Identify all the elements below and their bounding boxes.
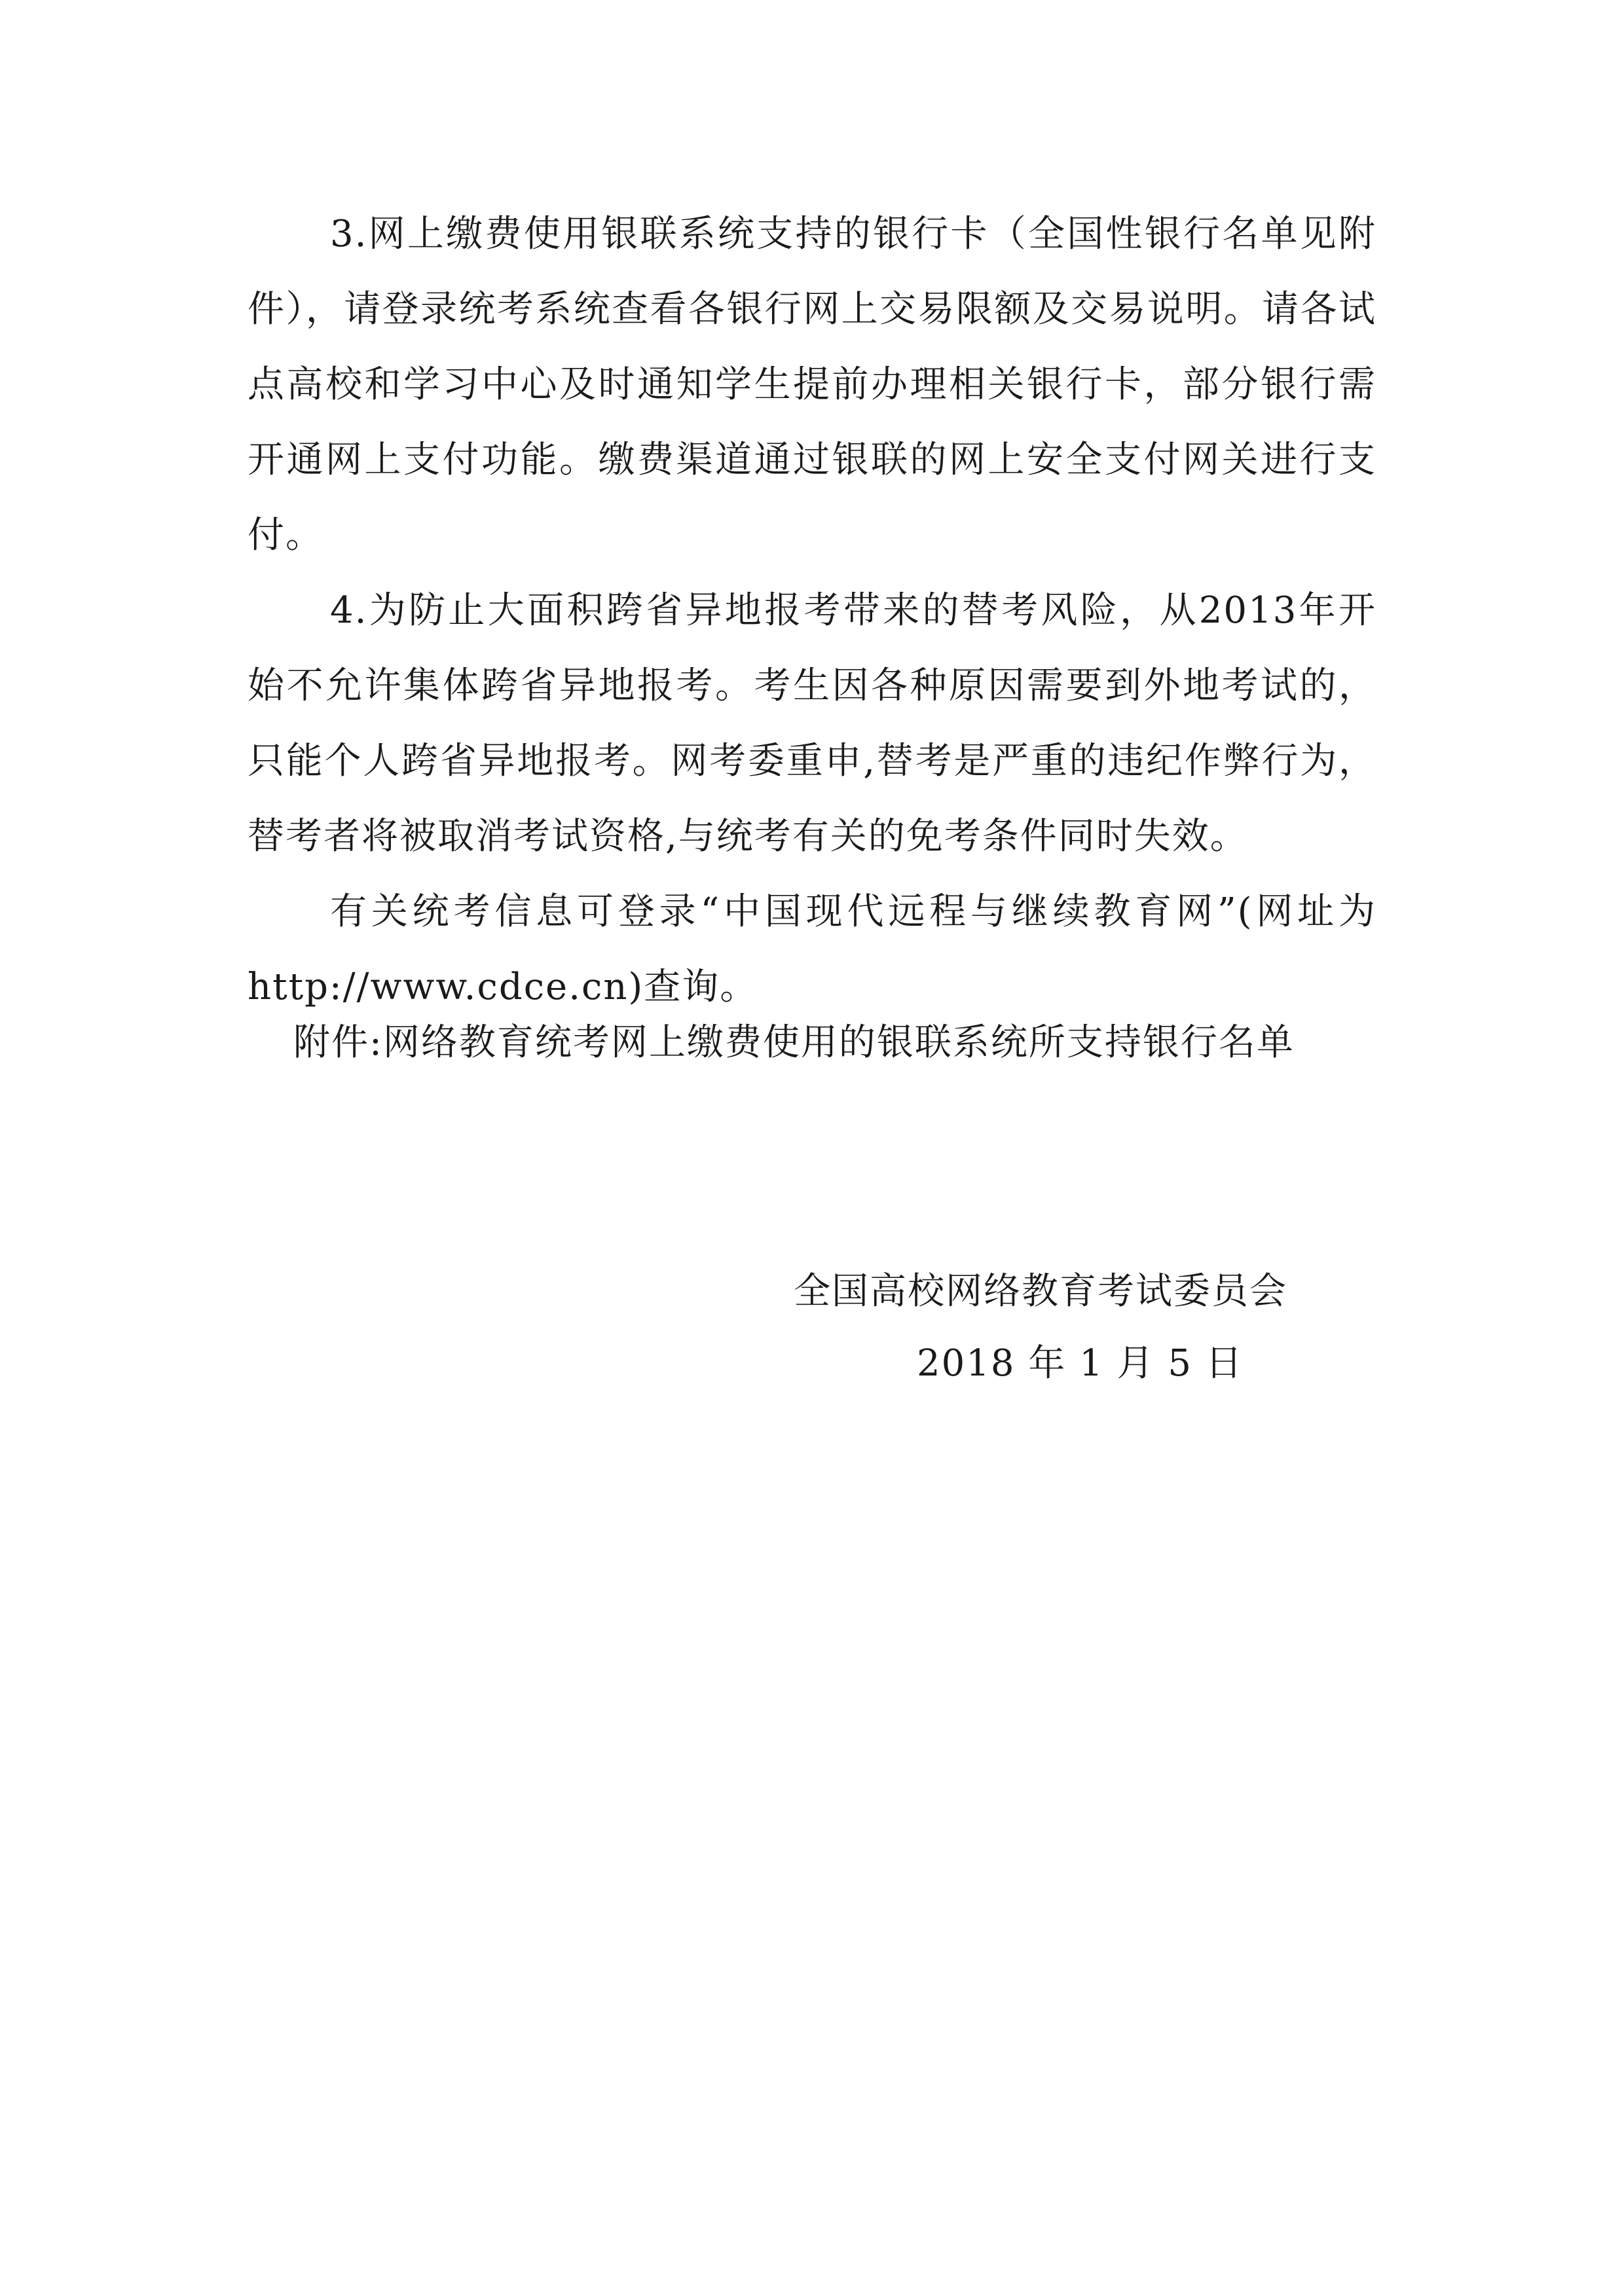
signature-organization: 全国高校网络教育考试委员会 xyxy=(794,1270,1287,1313)
attachment-note: 附件:网络教育统考网上缴费使用的银联系统所支持银行名单 xyxy=(293,1021,1295,1064)
signature-date: 2018 年 1 月 5 日 xyxy=(917,1342,1244,1385)
paragraph-info-website: 有关统考信息可登录“中国现代远程与继续教育网”(网址为 http://www.cdce.cn)查询。 xyxy=(248,890,1376,1008)
paragraph-payment-method: 3.网上缴费使用银联系统支持的银行卡（全国性银行名单见附件），请登录统考系统查看各银行网上交易限额及交易说明。请各试点高校和学习中心及时通知学生提前办理相关银行卡，部分银行需开通网上支付功能。缴费渠道通过银联的网上安全支付网关进行支付。 xyxy=(248,213,1376,556)
paragraph-cross-province-policy: 4.为防止大面积跨省异地报考带来的替考风险，从2013年开始不允许集体跨省异地报考。考生因各种原因需要到外地考试的，只能个人跨省异地报考。网考委重申,替考是严重的违纪作弊行为，替考者将被取消考试资格,与统考有关的免考条件同时失效。 xyxy=(248,589,1376,858)
document-body xyxy=(248,196,1376,1025)
